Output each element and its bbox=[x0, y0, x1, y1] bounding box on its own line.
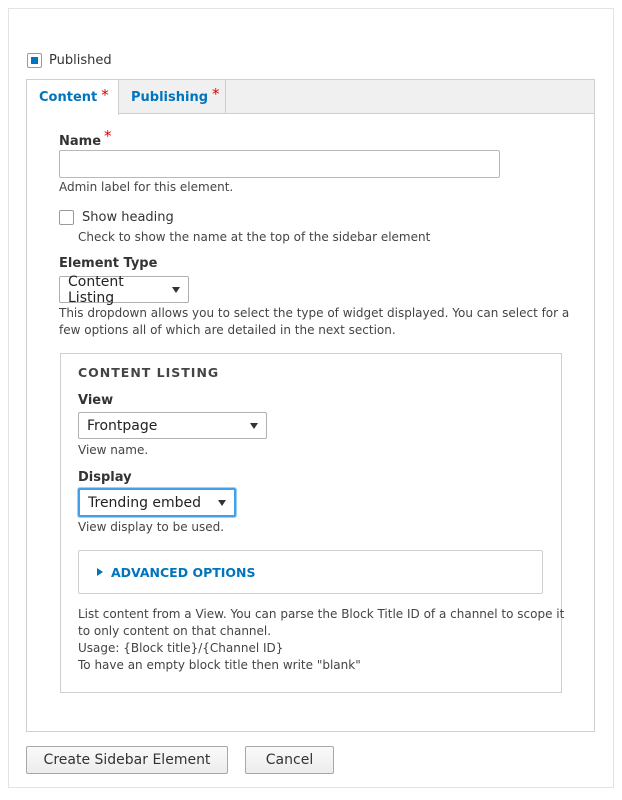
required-marker: * bbox=[104, 127, 112, 145]
tab-bar bbox=[27, 80, 594, 114]
advanced-options-label: ADVANCED OPTIONS bbox=[111, 564, 256, 580]
chevron-down-icon bbox=[172, 287, 180, 293]
tab-content-label: Content bbox=[39, 90, 98, 105]
view-value: Frontpage bbox=[87, 417, 158, 434]
tab-publishing-label: Publishing bbox=[131, 89, 209, 105]
create-sidebar-element-button[interactable]: Create Sidebar Element bbox=[26, 746, 228, 774]
chevron-down-icon bbox=[250, 423, 258, 429]
display-description: View display to be used. bbox=[78, 520, 225, 534]
element-type-description-2: few options all of which are detailed in the next section. bbox=[59, 323, 396, 337]
show-heading-row[interactable] bbox=[59, 210, 174, 225]
name-label bbox=[59, 127, 112, 149]
cancel-button[interactable]: Cancel bbox=[245, 746, 334, 774]
show-heading-checkbox[interactable] bbox=[59, 210, 74, 225]
name-label-text: Name bbox=[59, 134, 102, 149]
advanced-options-toggle[interactable] bbox=[78, 550, 543, 594]
display-value: Trending embed bbox=[88, 494, 202, 511]
display-label: Display bbox=[78, 470, 132, 485]
view-label: View bbox=[78, 393, 114, 408]
element-type-description-1: This dropdown allows you to select the type of widget displayed. You can select for a bbox=[59, 306, 570, 320]
help-text-line: to only content on that channel. bbox=[78, 624, 272, 638]
triangle-right-icon bbox=[97, 568, 103, 576]
show-heading-description: Check to show the name at the top of the sidebar element bbox=[78, 230, 431, 244]
element-type-label: Element Type bbox=[59, 256, 158, 271]
name-input[interactable] bbox=[59, 150, 500, 178]
help-text-line: List content from a View. You can parse the Block Title ID of a channel to scope it bbox=[78, 607, 565, 621]
tab-publishing[interactable] bbox=[119, 80, 226, 114]
required-marker: * bbox=[101, 85, 109, 104]
published-label: Published bbox=[49, 53, 112, 68]
name-description: Admin label for this element. bbox=[59, 180, 234, 194]
display-select[interactable] bbox=[78, 488, 236, 517]
checkbox-check-icon bbox=[31, 57, 38, 64]
published-checkbox[interactable] bbox=[27, 53, 42, 68]
view-description: View name. bbox=[78, 443, 149, 457]
content-listing-legend: CONTENT LISTING bbox=[78, 365, 220, 380]
show-heading-label: Show heading bbox=[82, 210, 174, 225]
element-type-value: Content Listing bbox=[68, 273, 124, 306]
help-text-line: Usage: {Block title}/{Channel ID} bbox=[78, 641, 284, 655]
help-text-line: To have an empty block title then write "blank" bbox=[78, 658, 361, 672]
view-select[interactable] bbox=[78, 412, 267, 439]
chevron-down-icon bbox=[218, 500, 226, 506]
published-row[interactable] bbox=[27, 53, 112, 68]
tab-content[interactable] bbox=[27, 80, 119, 115]
element-type-select[interactable] bbox=[59, 273, 189, 306]
required-marker: * bbox=[212, 85, 220, 103]
